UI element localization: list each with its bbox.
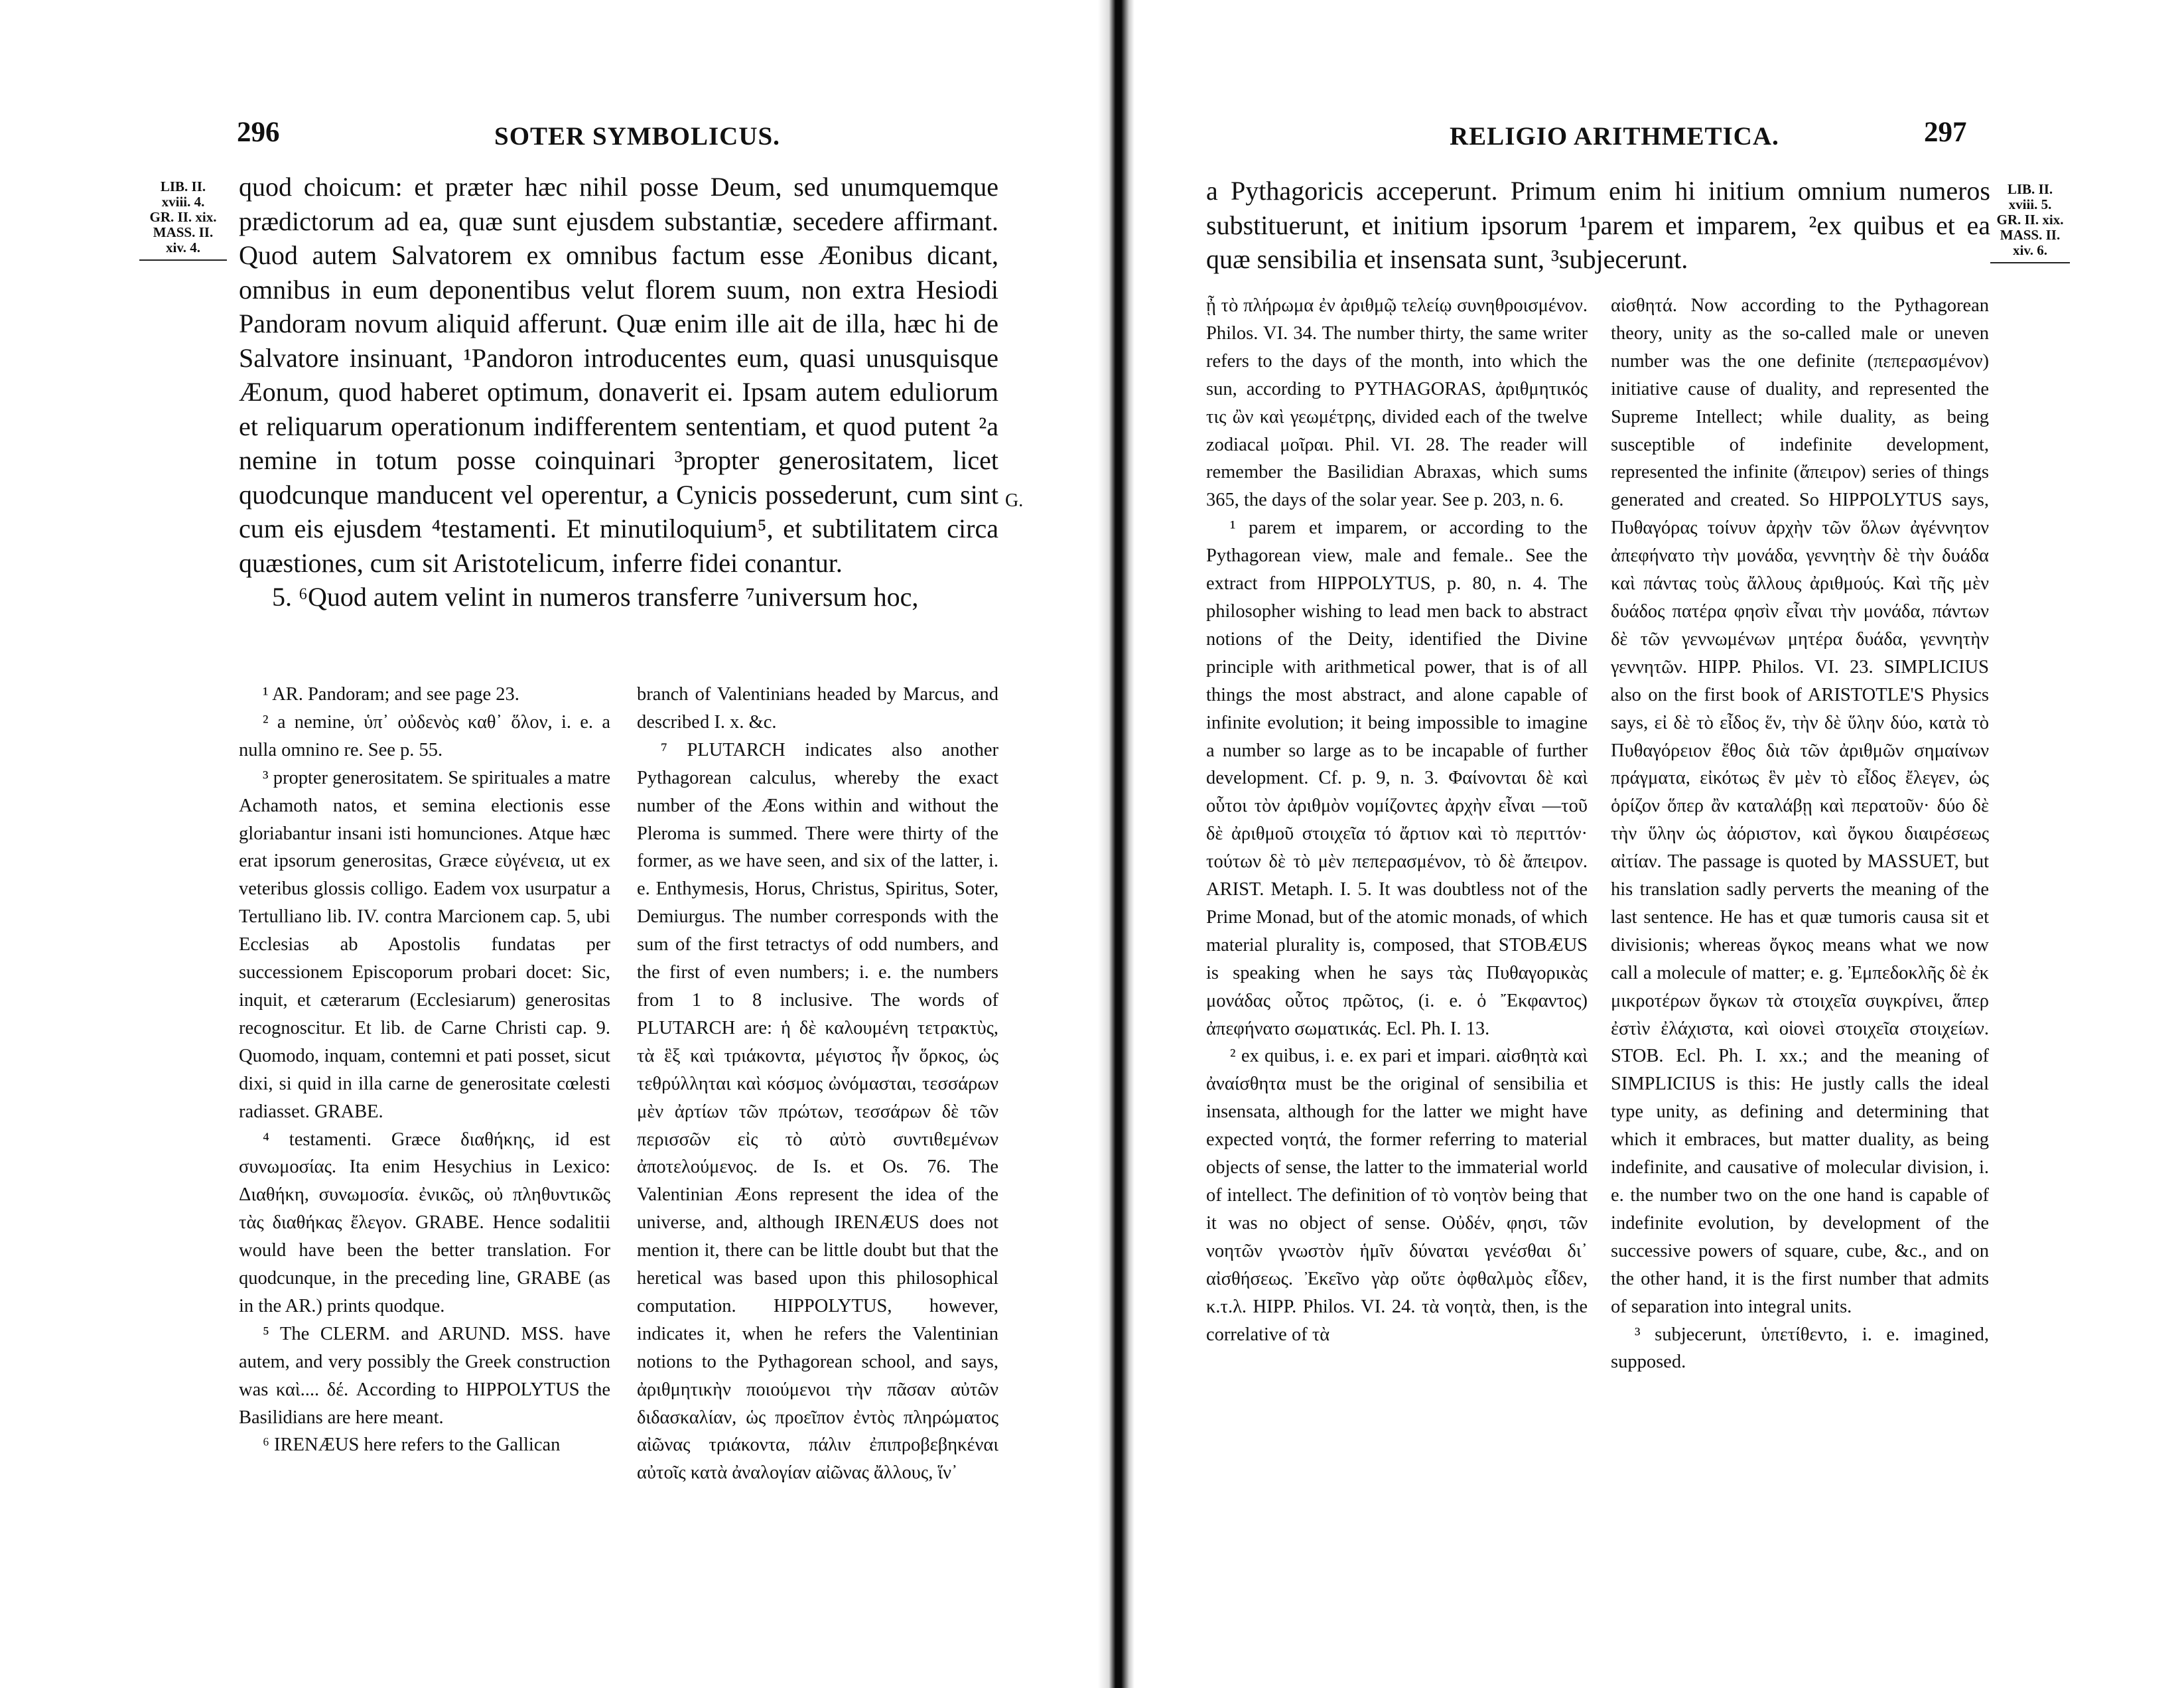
margin-ref-line: LIB. II. bbox=[2007, 181, 2053, 197]
footnote: αἰσθητά. Now according to the Pythagorean theory, unity as the so-called male or uneven number was the one definite (πεπερασμένον) initiative cause of duality, and represented the Supreme Intellect; while duality, as being susceptible of indefinite development, represented the infinite (ἄπειρον) series of things generated and created. So HIPPOLYTUS says, Πυθαγόρας τοίνυν ἀρχὴν τῶν ὅλων ἀγέννητον ἀπεφήνατο τὴν μονάδα, γεννητὴν δὲ τὴν δυάδα καὶ πάντας τοὺς ἄλλους ἀριθμούς. Καὶ τῆς μὲν δυάδος πατέρα φησὶν εἶναι τὴν μονάδα, πάντων δὲ τῶν γεννωμένων μητέρα δυάδα, γεννητὴν γεννητῶν. HIPP. Philos. VI. 23. SIMPLICIUS also on the first book of ARISTOTLE'S Physics says, εἰ δὲ τὸ εἶδος ἕν, τὴν δὲ ὕλην δύο, κατὰ τὸ Πυθαγόρειον ἔθος διὰ τῶν ἀριθμῶν σημαίνων πράγματα, εἰκότως ἓν μὲν τὸ εἶδος ἔλεγεν, ὡς ὁρίζον ὅπερ ἂν καταλάβῃ καὶ περατοῦν· δύο δὲ τὴν ὕλην ὡς ἀόριστον, καὶ ὄγκου διαιρέσεως αἰτίαν. The passage is quoted by MASSUET, but his translation sadly perverts the meaning of the last sentence. He has et quæ tumoris causa sit et divisionis; whereas ὄγκος means what we now call a molecule of matter; e. g. Ἐμπεδοκλῆς δὲ ἐκ μικροτέρων ὄγκων τὰ στοιχεῖα συγκρίνει, ἅπερ ἐστὶν ἐλάχιστα, καὶ οἱονεὶ στοιχεῖα στοιχείων. STOB. Ecl. Ph. I. xx.; and the meaning of SIMPLICIUS is this: He justly calls the ideal type unity, as defining and determining that which it embraces, but matter duality, as being indefinite, and causative of molecular division, i. e. the number two on the one hand is capable of indefinite evolution, by development of the successive powers of square, cube, &c., and on the other hand, it is the first number that admits of separation into integral units. bbox=[1611, 295, 1989, 1317]
footnote: ² ex quibus, i. e. ex pari et impari. αἰσθητὰ καὶ ἀναίσθητα must be the original of sensibilia et insensata, although for the latter we might have expected νοητά, the former referring to material objects of sense, the latter to the immaterial world of intellect. The definition of τὸ νοητὸν being that it was no object of sense. Οὐδέν, φησι, τῶν νοητῶν γνωστὸν ἡμῖν δύναται γενέσθαι δι᾽ αἰσθήσεως. Ἐκεῖνο γὰρ οὔτε ὀφθαλμὸς εἶδεν, κ.τ.λ. HIPP. Philos. VI. 24. τὰ νοητὰ, then, is the correlative of τὰ bbox=[1206, 1046, 1588, 1345]
main-text bbox=[1206, 174, 1990, 277]
page-number: 296 bbox=[237, 117, 280, 148]
footnote: ⁷ PLUTARCH indicates also another Pythagorean calculus, whereby the exact number of the Æons within and without the Pleroma is summed. There were thirty of the former, as we have seen, and six of the latter, i. e. Enthymesis, Horus, Christus, Spiritus, Soter, Demiurgus. The number corresponds with the sum of the first tetractys of odd numbers, and the first of even numbers; i. e. the numbers from 1 to 8 inclusive. The words of PLUTARCH are: ἡ δὲ καλουμένη τετρακτὺς, τὰ ἓξ καὶ τριάκοντα, μέγιστος ἦν ὅρκος, ὡς τεθρύλληται καὶ κόσμος ὠνόμασται, τεσσάρων μὲν ἀρτίων τῶν πρώτων, τεσσάρων δὲ τῶν περισσῶν εἰς τὸ αὐτὸ συντιθεμένων ἀποτελούμενος. de Is. et Os. 76. The Valentinian Æons represent the idea of the universe, and, although IRENÆUS does not mention it, there can be little doubt but that the heretical was based upon this philosophical computation. HIPPOLYTUS, however, indicates it, when he refers the Valentinian notions to the Pythagorean school, and says, ἀριθμητικὴν ποιούμενοι τὴν πᾶσαν αὐτῶν διδασκαλίαν, ὡς προεῖπον ἐντὸς πληρώματος αἰῶνας τριάκοντα, πάλιν ἐπιπροβεβηκέναι αὐτοῖς κατὰ ἀναλογίαν αἰῶνας ἄλλους, ἵν᾽ bbox=[637, 739, 998, 1484]
running-head: RELIGIO ARITHMETICA. bbox=[1450, 122, 1779, 151]
margin-ref-line: MASS. II. bbox=[2000, 227, 2061, 243]
main-text bbox=[239, 170, 998, 614]
margin-ref-line: MASS. II. bbox=[153, 224, 214, 240]
footnote: ⁵ The CLERM. and ARUND. MSS. have autem, and very possibly the Greek construction was καὶ.... δέ. According to HIPPOLYTUS the Basilidians are here meant. bbox=[239, 1323, 610, 1428]
margin-reference bbox=[1990, 182, 2070, 263]
book-gutter bbox=[1098, 0, 1134, 1688]
margin-reference bbox=[139, 179, 227, 261]
footnote-column-1 bbox=[1206, 292, 1588, 1348]
footnote-column-2 bbox=[1611, 292, 1989, 1376]
footnote: ¹ AR. Pandoram; and see page 23. bbox=[263, 684, 519, 705]
margin-ref-line: xviii. 4. bbox=[161, 194, 205, 210]
footnote: ² a nemine, ὑπ᾽ οὐδενὸς καθ᾽ ὅλον, i. e. a nulla omnino re. See p. 55. bbox=[239, 711, 610, 760]
footnote: ᾖ τὸ πλήρωμα ἐν ἀριθμῷ τελείῳ συνηθροισμένον. Philos. VI. 34. The number thirty, the same writer refers to the days of the month, into which the sun, according to PYTHAGORAS, ἀριθμητικός τις ὢν καὶ γεωμέτρης, divided each of the twelve zodiacal μοῖραι. Phil. VI. 28. The reader will remember the Basilidian Abraxas, which sums 365, the days of the solar year. See p. 203, n. 6. bbox=[1206, 295, 1588, 511]
margin-ref-line: xiv. 6. bbox=[2013, 242, 2047, 258]
page-number: 297 bbox=[1924, 117, 1967, 148]
footnote: ³ subjecerunt, ὑπετίθεντο, i. e. imagined, supposed. bbox=[1611, 1324, 1989, 1373]
footnote: ³ propter generositatem. Se spirituales a matre Achamoth natos, et semina electionis esse gloriabantur insani isti homunciones. Atque hæc erat ipsorum generositas, Græce εὐγένεια, ut ex veteribus glossis colligo. Eadem vox usurpatur a Tertulliano lib. IV. contra Marcionem cap. 5, ubi Ecclesias ab Apostolis fundatas per successionem Episcoporum probari docet: Sic, inquit, et cæterarum (Ecclesiarum) generositas recognoscitur. Et lib. de Carne Christi cap. 9. Quomodo, inquam, contemni et pati posset, sicut dixi, si quid in illa carne de generositate cœlesti radiasset. GRABE. bbox=[239, 767, 610, 1122]
footnote: ¹ parem et imparem, or according to the Pythagorean view, male and female.. See the extract from HIPPOLYTUS, p. 80, n. 4. The philosopher wishing to lead men back to abstract notions of the Deity, identified the Divine principle with arithmetical power, that is of all things the most abstract, and alone capable of infinite evolution; it being impossible to imagine a number so large as to be incapable of further development. Cf. p. 9, n. 3. Φαίνονται δὲ καὶ οὗτοι τὸν ἀριθμὸν νομίζοντες ἀρχὴν εἶναι —τοῦ δὲ ἀριθμοῦ στοιχεῖα τό ἄρτιον καὶ τὸ περιττόν· τούτων δὲ τὸ μὲν πεπερασμένον, τὸ δὲ ἄπειρον. ARIST. Metaph. I. 5. It was doubtless not of the Prime Monad, but of the atomic monads, of which material plurality is, composed, that STOBÆUS is speaking when he says τὰς Πυθαγορικὰς μονάδας οὗτος πρῶτος, (i. e. ὁ Ἔκφαντος) ἀπεφήνατο σωματικάς. Ecl. Ph. I. 13. bbox=[1206, 518, 1588, 1039]
margin-ref-line: GR. II. xix. bbox=[1996, 212, 2064, 228]
margin-ref-line: LIB. II. bbox=[160, 178, 206, 194]
footnote: ⁴ testamenti. Græce διαθήκης, id est συνωμοσίας. Ita enim Hesychius in Lexico: Διαθήκη, συνωμοσία. ἐνικῶς, οὐ πληθυντικῶς τὰς διαθήκας ἔλεγον. GRABE. Hence sodalitii would have been the better translation. For quodcunque, in the preceding line, GRABE (as in the AR.) prints quodque. bbox=[239, 1129, 610, 1316]
margin-ref-line: xiv. 4. bbox=[166, 240, 200, 255]
footnote-column-2 bbox=[637, 681, 998, 1487]
side-mark: G. bbox=[1005, 490, 1024, 511]
running-head: SOTER SYMBOLICUS. bbox=[494, 122, 780, 151]
main-paragraph: quod choicum: et præter hæc nihil posse Deum, sed unumquemque prædictorum ad ea, quæ sunt ejusdem substantiæ, secedere affirmant. Quod autem Salvatorem ex omnibus factum esse Æonibus dicant, omnibus in eum deponentibus velut florem suum, non extra Hesiodi Pandoram novum aliquid afferunt. Quæ enim ille ait de illa, hæc hi de Salvatore insinuant, ¹Pandoron introducentes eum, quasi unusquisque Æonum, quod haberet optimum, donaverit ei. Ipsam autem eduliorum et reliquarum operationum indifferentem sententiam, et quod putent ²a nemine in totum posse coinquinari ³propter generositatem, licet quodcunque manducent vel operentur, a Cynicis possederunt, cum sint cum eis ejusdem ⁴testamenti. Et minutiloquium⁵, et subtilitatem circa quæstiones, cum sit Aristotelicum, inferre fidei conantur. bbox=[239, 172, 998, 578]
margin-ref-line: xviii. 5. bbox=[2008, 196, 2052, 212]
footnote: branch of Valentinians headed by Marcus, and described I. x. &c. bbox=[637, 684, 998, 733]
main-paragraph: 5. ⁶Quod autem velint in numeros transferre ⁷universum hoc, bbox=[272, 582, 919, 612]
main-paragraph: a Pythagoricis acceperunt. Primum enim hi initium omnium numeros substituerunt, et initium ipsorum ¹parem et imparem, ²ex quibus et ea quæ sensibilia et insensata sunt, ³subjecerunt. bbox=[1206, 176, 1990, 274]
right-page bbox=[1134, 0, 2184, 1688]
footnote: ⁶ IRENÆUS here refers to the Gallican bbox=[263, 1435, 561, 1456]
margin-ref-line: GR. II. xix. bbox=[149, 209, 217, 225]
footnote-column-1 bbox=[239, 681, 610, 1459]
